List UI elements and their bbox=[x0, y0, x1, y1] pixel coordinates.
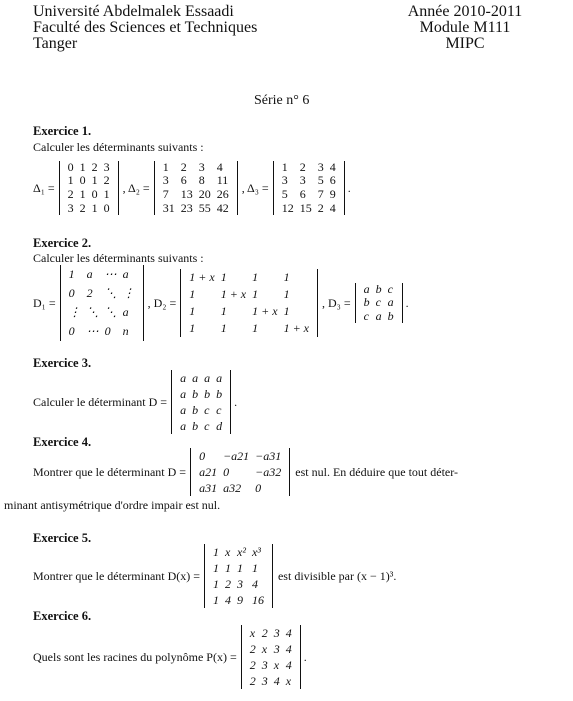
matrix-cell: 1 bbox=[252, 270, 259, 284]
matrix-cell: 4 bbox=[329, 200, 336, 215]
matrix-cell: 3 bbox=[237, 577, 244, 591]
matrix-cell: 2 bbox=[317, 200, 324, 215]
ex4-row bbox=[33, 446, 458, 498]
ex2-text: Calculer les déterminants suivants : bbox=[33, 251, 204, 265]
ex3-end: . bbox=[234, 394, 238, 409]
matrix-cell: 2 bbox=[261, 626, 268, 640]
matrix-cell: n bbox=[122, 324, 129, 338]
ex6-title: Exercice 6. bbox=[33, 609, 92, 623]
matrix-cell: 1 bbox=[213, 561, 220, 575]
matrix-cell: 1 bbox=[225, 561, 232, 575]
ex2-title: Exercice 2. bbox=[33, 236, 92, 250]
matrix-cell: 20 bbox=[198, 187, 211, 201]
ex5-after: est divisible par (x − 1)³. bbox=[277, 568, 397, 583]
matrix-cell: 0 bbox=[223, 465, 230, 479]
matrix-cell: 42 bbox=[216, 200, 229, 215]
matrix-cell: ⋮ bbox=[68, 305, 81, 319]
matrix-cell: 1 bbox=[213, 545, 220, 559]
ex2-det-2 bbox=[180, 269, 318, 337]
matrix-cell: 3 bbox=[261, 658, 268, 672]
matrix-cell: −a32 bbox=[255, 465, 282, 479]
matrix-cell: 3 bbox=[162, 173, 169, 188]
matrix-cell: 16 bbox=[251, 593, 264, 607]
matrix-cell: 0 bbox=[91, 187, 98, 201]
academic-year: Année 2010-2011 bbox=[407, 3, 523, 20]
matrix-cell: 4 bbox=[216, 159, 223, 174]
ex5-row bbox=[33, 541, 396, 611]
matrix-cell: 0 bbox=[67, 159, 74, 174]
matrix-cell: x bbox=[285, 674, 292, 688]
matrix-cell: 9 bbox=[237, 593, 244, 607]
ex2-label-3: , D₃ = bbox=[322, 295, 351, 310]
matrix-row bbox=[279, 188, 339, 202]
matrix-cell: c bbox=[387, 281, 393, 296]
city-name: Tanger bbox=[33, 35, 78, 52]
serie-title: Série n° 6 bbox=[254, 93, 310, 108]
matrix-cell: 7 bbox=[162, 187, 169, 201]
matrix-cell: 4 bbox=[329, 159, 336, 174]
matrix-row bbox=[186, 286, 312, 303]
matrix-cell: 1 bbox=[220, 321, 227, 335]
matrix-cell: 31 bbox=[162, 200, 175, 215]
matrix-row bbox=[279, 202, 339, 216]
matrix-cell: x bbox=[225, 545, 231, 559]
matrix-row bbox=[196, 464, 284, 480]
matrix-row bbox=[186, 269, 312, 286]
matrix-cell: 1 bbox=[251, 561, 258, 575]
matrix-cell: a bbox=[180, 419, 187, 433]
matrix-cell: c bbox=[204, 403, 210, 417]
module-name: Module M111 bbox=[419, 19, 511, 36]
matrix-cell: 6 bbox=[180, 173, 187, 188]
matrix-cell: 1 + x bbox=[252, 304, 278, 318]
matrix-row bbox=[177, 418, 225, 434]
matrix-cell: 1 bbox=[283, 304, 290, 318]
ex5-det bbox=[204, 544, 273, 608]
program-name: MIPC bbox=[445, 35, 485, 52]
matrix-cell: 7 bbox=[317, 187, 324, 201]
matrix-row bbox=[177, 402, 225, 418]
matrix-row bbox=[66, 284, 138, 303]
matrix-cell: a bbox=[180, 387, 187, 401]
ex3-text: Calculer le déterminant D = bbox=[33, 394, 168, 409]
matrix-cell: 3 bbox=[198, 159, 205, 174]
matrix-cell: 1 bbox=[103, 187, 110, 201]
matrix-cell: ⋱ bbox=[86, 305, 99, 319]
matrix-row bbox=[186, 303, 312, 320]
matrix-cell: 55 bbox=[198, 200, 211, 215]
matrix-row bbox=[279, 174, 339, 188]
matrix-cell: 1 bbox=[252, 321, 259, 335]
ex2-label-2: , D₂ = bbox=[147, 295, 177, 310]
matrix-cell: a bbox=[86, 267, 93, 281]
matrix-cell: 1 bbox=[189, 304, 196, 318]
matrix-cell: 26 bbox=[216, 187, 229, 201]
matrix-row bbox=[66, 265, 138, 284]
matrix-cell: 1 bbox=[79, 159, 86, 174]
matrix-cell: 4 bbox=[285, 658, 292, 672]
ex5-text: Montrer que le déterminant D(x) = bbox=[33, 568, 201, 583]
ex1-title: Exercice 1. bbox=[33, 124, 92, 138]
matrix-cell: 2 bbox=[79, 200, 86, 215]
ex6-end: . bbox=[303, 649, 307, 664]
matrix-row bbox=[210, 544, 267, 560]
matrix-cell: x bbox=[261, 642, 268, 656]
matrix-cell: a bbox=[363, 281, 370, 296]
matrix-cell: 1 bbox=[68, 267, 75, 281]
matrix-cell: b bbox=[387, 308, 394, 323]
matrix-cell: 0 bbox=[199, 449, 206, 463]
matrix-cell: 1 bbox=[220, 304, 227, 318]
ex4-title: Exercice 4. bbox=[33, 435, 92, 449]
matrix-cell: 1 bbox=[283, 287, 290, 301]
header-left bbox=[33, 4, 257, 52]
matrix-row bbox=[186, 320, 312, 337]
matrix-cell: 1 bbox=[281, 159, 288, 174]
matrix-cell: a bbox=[192, 371, 199, 385]
matrix-row bbox=[65, 188, 113, 202]
matrix-row bbox=[65, 202, 113, 216]
matrix-cell: a bbox=[216, 371, 223, 385]
ex1-det-2 bbox=[154, 161, 238, 215]
matrix-cell: 3 bbox=[299, 173, 306, 188]
matrix-cell: 1 bbox=[91, 200, 98, 215]
matrix-cell: ⋯ bbox=[86, 324, 99, 338]
matrix-row bbox=[160, 202, 232, 216]
matrix-cell: 0 bbox=[68, 286, 75, 300]
ex1-det-3 bbox=[273, 161, 345, 215]
matrix-cell: 1 bbox=[91, 173, 98, 188]
matrix-cell: 1 bbox=[189, 287, 196, 301]
matrix-row bbox=[66, 303, 138, 322]
matrix-cell: 23 bbox=[180, 200, 193, 215]
matrix-row bbox=[247, 657, 295, 673]
matrix-cell: 3 bbox=[273, 626, 280, 640]
matrix-cell: 1 bbox=[79, 187, 86, 201]
matrix-row bbox=[247, 673, 295, 689]
matrix-cell: b bbox=[375, 281, 382, 296]
matrix-row bbox=[196, 448, 284, 464]
matrix-cell: 2 bbox=[249, 658, 256, 672]
matrix-cell: 2 bbox=[91, 159, 98, 174]
matrix-cell: 1 bbox=[213, 593, 220, 607]
matrix-cell: ⋱ bbox=[104, 305, 117, 319]
matrix-cell: 4 bbox=[285, 626, 292, 640]
ex4-line2: minant antisymétrique d'ordre impair est nul. bbox=[4, 498, 221, 512]
matrix-cell: 2 bbox=[225, 577, 232, 591]
ex1-label-2: , Δ₂ = bbox=[122, 180, 150, 195]
matrix-cell: 0 bbox=[68, 324, 75, 338]
matrix-row bbox=[210, 592, 267, 608]
matrix-row bbox=[361, 283, 397, 297]
matrix-cell: d bbox=[216, 419, 223, 433]
matrix-cell: x bbox=[249, 626, 256, 640]
matrix-cell: 3 bbox=[67, 200, 74, 215]
matrix-cell: 2 bbox=[299, 159, 306, 174]
ex6-text: Quels sont les racines du polynôme P(x) = bbox=[33, 649, 237, 664]
matrix-cell: 1 bbox=[189, 321, 196, 335]
ex2-end: . bbox=[405, 295, 409, 310]
ex1-det-1 bbox=[59, 161, 119, 215]
matrix-cell: ⋱ bbox=[104, 286, 117, 300]
matrix-cell: c bbox=[204, 419, 210, 433]
matrix-cell: 3 bbox=[281, 173, 288, 188]
matrix-cell: c bbox=[216, 403, 222, 417]
matrix-row bbox=[361, 310, 397, 324]
matrix-cell: 4 bbox=[251, 577, 258, 591]
matrix-cell: 9 bbox=[329, 187, 336, 201]
matrix-row bbox=[160, 188, 232, 202]
ex3-title: Exercice 3. bbox=[33, 356, 92, 370]
ex1-label-1: Δ₁ = bbox=[33, 180, 55, 195]
matrix-row bbox=[65, 174, 113, 188]
matrix-row bbox=[210, 560, 267, 576]
university-name: Université Abdelmalek Essaadi bbox=[33, 3, 234, 20]
matrix-cell: 1 + x bbox=[283, 321, 309, 335]
ex1-text: Calculer les déterminants suivants : bbox=[33, 140, 204, 154]
matrix-cell: 8 bbox=[198, 173, 205, 188]
matrix-cell: 1 + x bbox=[189, 270, 215, 284]
matrix-row bbox=[160, 174, 232, 188]
matrix-cell: 2 bbox=[86, 286, 93, 300]
matrix-cell: b bbox=[192, 403, 199, 417]
matrix-cell: b bbox=[363, 295, 370, 310]
matrix-cell: a bbox=[204, 371, 211, 385]
matrix-cell: b bbox=[216, 387, 223, 401]
faculty-name: Faculté des Sciences et Techniques bbox=[33, 19, 258, 36]
matrix-cell: 6 bbox=[329, 173, 336, 188]
matrix-row bbox=[210, 576, 267, 592]
matrix-cell: ⋯ bbox=[104, 267, 117, 281]
matrix-cell: 1 bbox=[67, 173, 74, 188]
matrix-cell: x² bbox=[237, 545, 246, 559]
ex4-text: Montrer que le déterminant D = bbox=[33, 464, 187, 479]
matrix-cell: 3 bbox=[317, 159, 324, 174]
matrix-cell: 3 bbox=[273, 642, 280, 656]
matrix-row bbox=[279, 161, 339, 175]
ex2-det-3 bbox=[355, 283, 403, 324]
matrix-cell: 12 bbox=[281, 200, 294, 215]
ex2-det-1 bbox=[60, 265, 144, 341]
ex6-det bbox=[241, 625, 301, 689]
matrix-cell: 15 bbox=[299, 200, 312, 215]
matrix-cell: 5 bbox=[281, 187, 288, 201]
matrix-cell: −a31 bbox=[255, 449, 282, 463]
matrix-cell: a bbox=[122, 305, 129, 319]
matrix-cell: 1 bbox=[162, 159, 169, 174]
matrix-cell: x bbox=[273, 658, 280, 672]
matrix-cell: 2 bbox=[67, 187, 74, 201]
matrix-cell: 1 bbox=[220, 270, 227, 284]
ex4-after: est nul. En déduire que tout déter- bbox=[295, 464, 458, 479]
ex3-det bbox=[171, 370, 231, 434]
matrix-cell: 4 bbox=[225, 593, 232, 607]
matrix-cell: a bbox=[180, 403, 187, 417]
matrix-cell: 1 bbox=[252, 287, 259, 301]
matrix-cell: a bbox=[375, 308, 382, 323]
matrix-cell: 3 bbox=[261, 674, 268, 688]
matrix-cell: 0 bbox=[104, 324, 111, 338]
matrix-row bbox=[66, 322, 138, 341]
matrix-cell: 3 bbox=[103, 159, 110, 174]
matrix-cell: a21 bbox=[199, 465, 218, 479]
matrix-cell: 1 bbox=[237, 561, 244, 575]
matrix-cell: a31 bbox=[199, 481, 218, 495]
matrix-row bbox=[65, 161, 113, 175]
ex1-end: . bbox=[347, 180, 351, 195]
matrix-cell: 2 bbox=[249, 642, 256, 656]
ex3-row bbox=[33, 366, 237, 438]
matrix-row bbox=[177, 370, 225, 386]
ex4-det bbox=[190, 448, 290, 496]
matrix-row bbox=[177, 386, 225, 402]
matrix-row bbox=[247, 625, 295, 641]
ex1-label-3: , Δ₃ = bbox=[241, 180, 269, 195]
matrix-cell: 5 bbox=[317, 173, 324, 188]
matrix-cell: ⋮ bbox=[122, 286, 135, 300]
matrix-cell: 13 bbox=[180, 187, 193, 201]
matrix-cell: 1 bbox=[213, 577, 220, 591]
matrix-cell: b bbox=[192, 387, 199, 401]
matrix-cell: 1 bbox=[283, 270, 290, 284]
matrix-row bbox=[196, 480, 284, 496]
matrix-cell: a32 bbox=[223, 481, 242, 495]
matrix-cell: b bbox=[192, 419, 199, 433]
matrix-cell: 4 bbox=[273, 674, 280, 688]
matrix-row bbox=[247, 641, 295, 657]
matrix-cell: 0 bbox=[255, 481, 262, 495]
matrix-row bbox=[361, 296, 397, 310]
matrix-cell: a bbox=[387, 295, 394, 310]
matrix-cell: a bbox=[122, 267, 129, 281]
matrix-cell: 2 bbox=[180, 159, 187, 174]
ex1-determinants bbox=[33, 152, 351, 224]
matrix-cell: 11 bbox=[216, 173, 229, 188]
matrix-cell: 4 bbox=[285, 642, 292, 656]
matrix-cell: 2 bbox=[103, 173, 110, 188]
header-right bbox=[390, 4, 540, 52]
ex5-title: Exercice 5. bbox=[33, 531, 92, 545]
matrix-cell: a bbox=[180, 371, 187, 385]
ex2-label-1: D₁ = bbox=[33, 295, 56, 310]
matrix-cell: c bbox=[375, 295, 381, 310]
matrix-cell: 0 bbox=[103, 200, 110, 215]
matrix-cell: 1 + x bbox=[220, 287, 247, 301]
matrix-cell: c bbox=[363, 308, 369, 323]
matrix-cell: b bbox=[204, 387, 211, 401]
matrix-cell: 2 bbox=[249, 674, 256, 688]
ex2-determinants bbox=[33, 262, 409, 344]
matrix-cell: 6 bbox=[299, 187, 306, 201]
matrix-cell: −a21 bbox=[223, 449, 250, 463]
matrix-row bbox=[160, 161, 232, 175]
matrix-cell: 0 bbox=[79, 173, 86, 188]
ex6-row bbox=[33, 622, 307, 692]
matrix-cell: x³ bbox=[251, 545, 261, 559]
